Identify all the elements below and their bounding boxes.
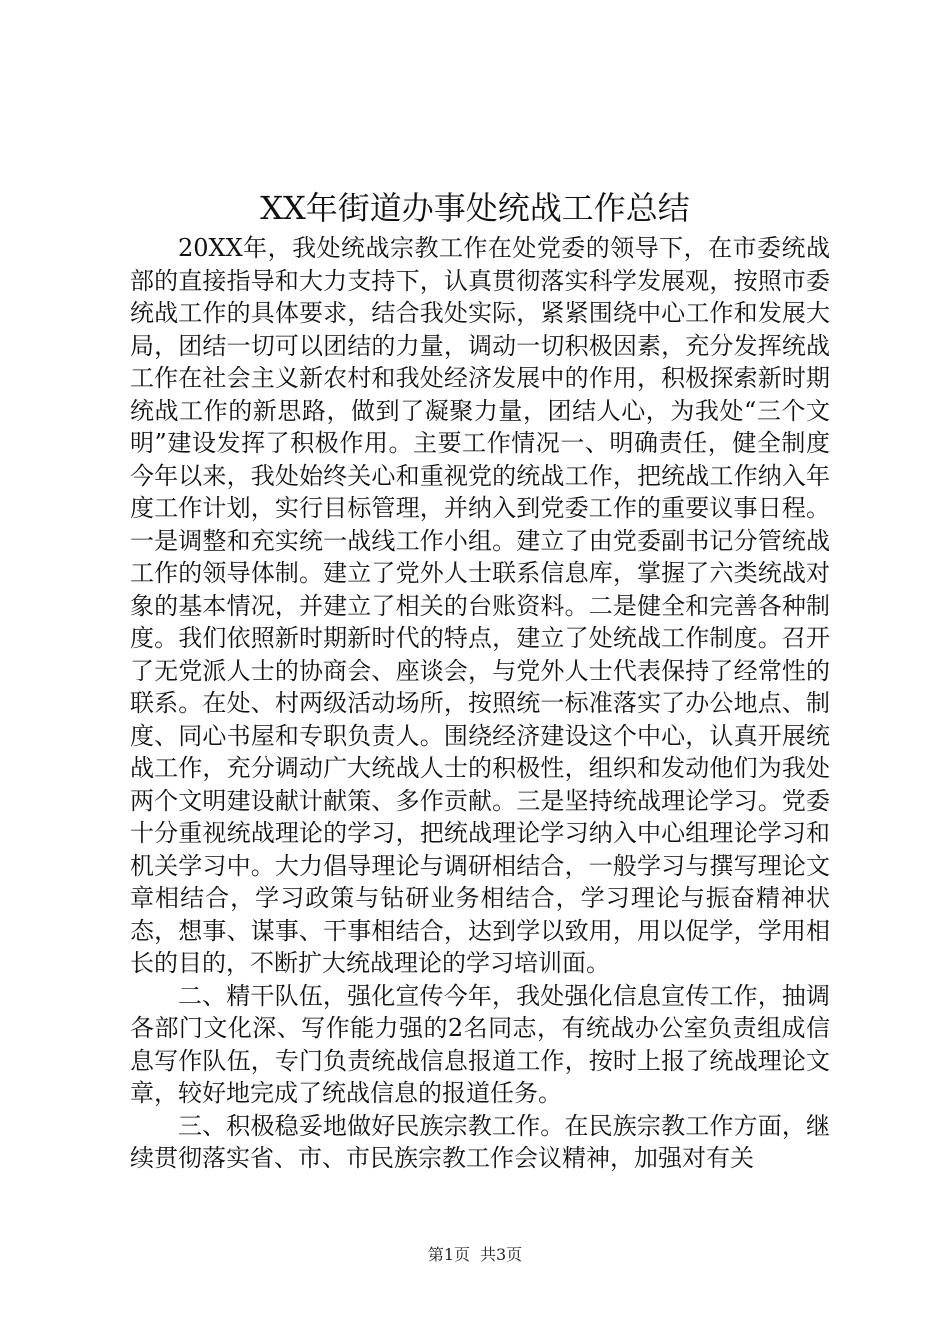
paragraph-3: 三、积极稳妥地做好民族宗教工作。在民族宗教工作方面，继续贯彻落实省、市、市民族宗教工作会议精神，加强对有关 xyxy=(130,1111,830,1172)
page-number: 第1页 xyxy=(427,1245,470,1264)
paragraph-2: 二、精干队伍，强化宣传今年，我处强化信息宣传工作，抽调各部门文化深、写作能力强的2名同志，有统战办公室负责组成信息写作队伍，专门负责统战信息报道工作，按时上报了统战理论文章，较好地完成了统战信息的报道任务。 xyxy=(130,981,830,1107)
paragraph-1: 20XX年，我处统战宗教工作在处党委的领导下，在市委统战部的直接指导和大力支持下，认真贯彻落实科学发展观，按照市委统战工作的具体要求，结合我处实际，紧紧围绕中心工作和发展大局，团结一切可以团结的力量，调动一切积极因素，充分发挥统战工作在社会主义新农村和我处经济发展中的作用，积极探索新时期统战工作的新思路，做到了凝聚力量，团结人心，为我处“三个文明”建设发挥了积极作用。主要工作情况一、明确责任，健全制度今年以来，我处始终关心和重视党的统战工作，把统战工作纳入年度工作计划，实行目标管理，并纳入到党委工作的重要议事日程。一是调整和充实统一战线工作小组。建立了由党委副书记分管统战工作的领导体制。建立了党外人士联系信息库，掌握了六类统战对象的基本情况，并建立了相关的台账资料。二是健全和完善各种制度。我们依照新时期新时代的特点，建立了处统战工作制度。召开了无党派人士的协商会、座谈会，与党外人士代表保持了经常性的联系。在处、村两级活动场所，按照统一标准落实了办公地点、制度、同心书屋和专职负责人。围绕经济建设这个中心，认真开展统战工作，充分调动广大统战人士的积极性，组织和发动他们为我处两个文明建设献计献策、多作贡献。三是坚持统战理论学习。党委十分重视统战理论的学习，把统战理论学习纳入中心组理论学习和机关学习中。大力倡导理论与调研相结合，一般学习与撰写理论文章相结合，学习政策与钻研业务相结合，学习理论与振奋精神状态，想事、谋事、干事相结合，达到学以致用，用以促学，学用相长的目的，不断扩大统战理论的学习培训面。 xyxy=(130,234,830,977)
document-body xyxy=(130,232,830,1175)
page-total: 共3页 xyxy=(480,1245,523,1264)
document-title: XX年街道办事处统战工作总结 xyxy=(260,189,690,227)
page-footer xyxy=(0,1244,950,1266)
